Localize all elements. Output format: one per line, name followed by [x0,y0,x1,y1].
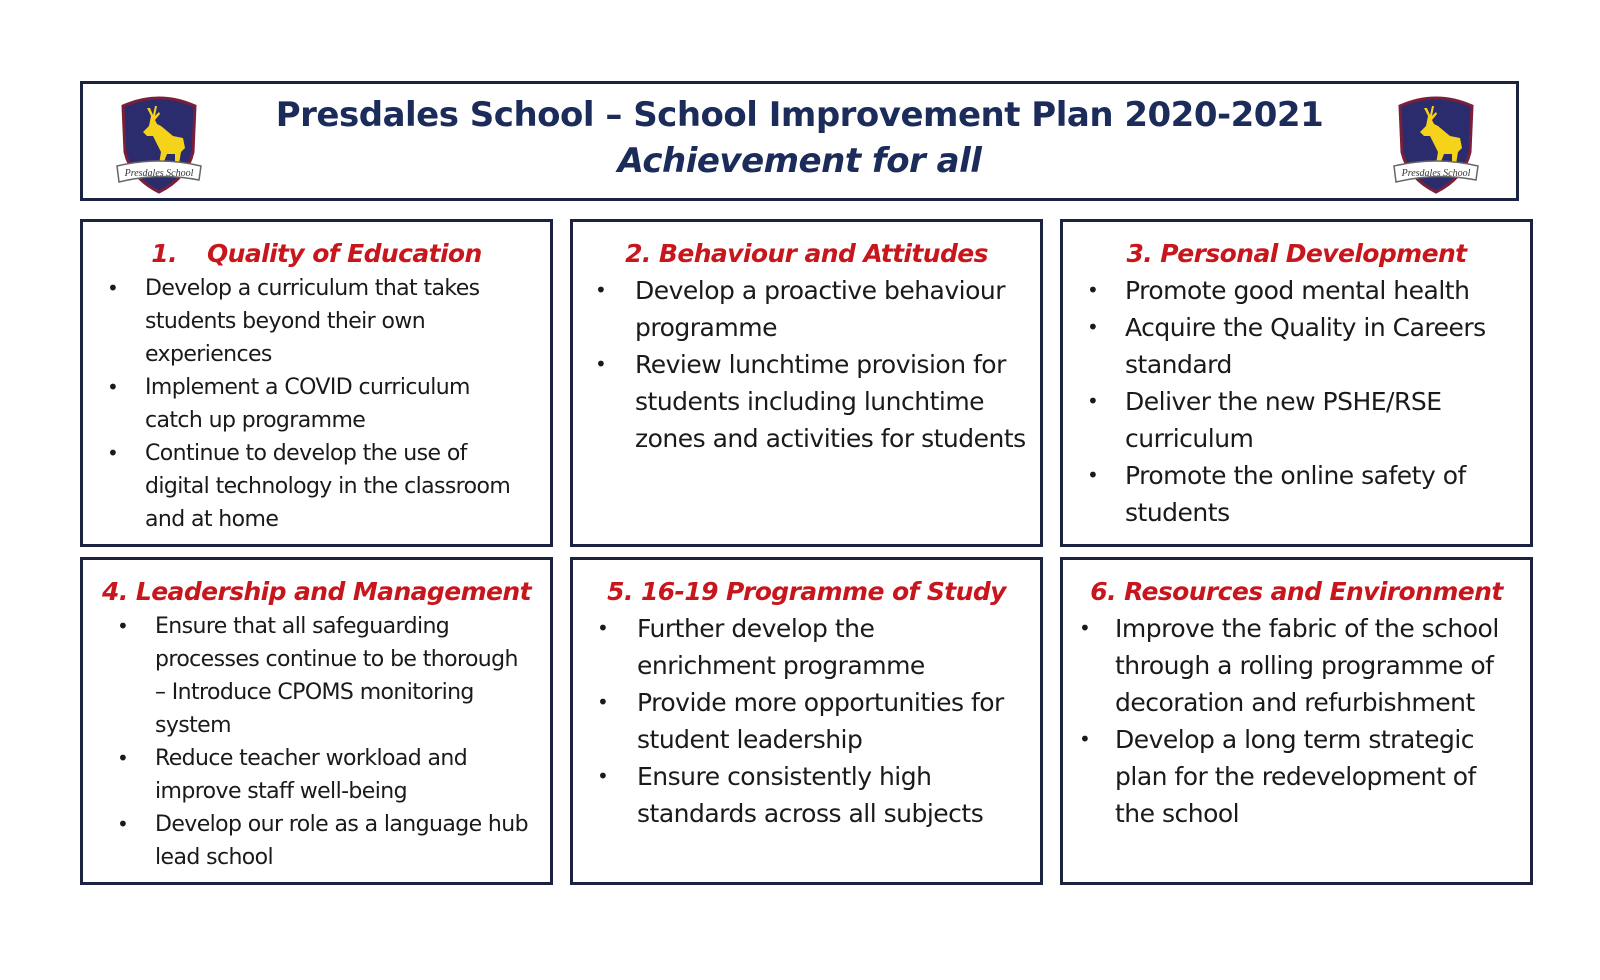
list-item: • Review lunchtime provision for students including lunchtime zones and activities for students [635,346,1026,457]
school-crest-icon [1390,92,1482,196]
crest-label: Presdales School [124,168,194,179]
bullet-icon: • [107,441,119,465]
section-title: 2. Behaviour and Attitudes [625,239,988,268]
list-item: • Improve the fabric of the school through a rolling programme of decoration and refurbishment [1115,610,1520,721]
list-item: • Deliver the new PSHE/RSE curriculum [1125,383,1522,457]
bullet-icon: • [1087,389,1099,413]
list-item: • Reduce teacher workload and improve staff well-being [155,742,530,808]
list-item: • Further develop the enrichment programme [637,610,1020,684]
section-title: 5. 16-19 Programme of Study [607,577,1006,606]
section-16-19-programme-of-study [570,557,1043,885]
list-item: • Ensure that all safeguarding processes continue to be thorough – Introduce CPOMS monitoring system [155,610,530,742]
list-item: • Develop a curriculum that takes students beyond their own experiences [145,272,530,371]
section-resources-and-environment [1060,557,1533,885]
section-behaviour-and-attitudes [570,219,1043,547]
bullet-icon: • [1079,616,1091,640]
page-title: Presdales School – School Improvement Plan 2020-2021 [275,95,1324,135]
bullet-icon: • [597,616,609,640]
list-item: • Promote good mental health [1125,272,1522,309]
section-title: 1. Quality of Education [151,239,482,268]
list-item: • Develop a proactive behaviour programme [635,272,1026,346]
bullet-icon: • [597,690,609,714]
list-item: • Ensure consistently high standards across all subjects [637,758,1020,832]
bullet-icon: • [1079,727,1091,751]
bullet-icon: • [107,375,119,399]
list-item: • Acquire the Quality in Careers standard [1125,309,1522,383]
section-title: 4. Leadership and Management [102,577,531,606]
bullet-icon: • [117,614,129,638]
bullet-list [573,610,1040,832]
crest-label: Presdales School [1401,168,1471,179]
bullet-icon: • [1087,278,1099,302]
page-subtitle: Achievement for all [617,141,982,181]
bullet-list [573,272,1040,457]
list-item: • Provide more opportunities for student leadership [637,684,1020,758]
list-item: • Promote the online safety of students [1125,457,1522,531]
bullet-icon: • [117,746,129,770]
bullet-list [1063,272,1530,531]
bullet-icon: • [595,352,607,376]
list-item: • Continue to develop the use of digital technology in the classroom and at home [145,437,530,536]
bullet-icon: • [595,278,607,302]
section-personal-development [1060,219,1533,547]
list-item: • Develop our role as a language hub lead school [155,808,530,874]
bullet-icon: • [117,812,129,836]
list-item: • Develop a long term strategic plan for the redevelopment of the school [1115,721,1520,832]
bullet-list [1063,610,1530,832]
list-item: • Implement a COVID curriculum catch up programme [145,371,530,437]
bullet-icon: • [1087,463,1099,487]
section-leadership-and-management [80,557,553,885]
section-quality-of-education [80,219,553,547]
header-banner [80,81,1519,201]
title-block [83,92,1516,184]
bullet-icon: • [597,764,609,788]
section-title: 6. Resources and Environment [1090,577,1503,606]
bullet-icon: • [1087,315,1099,339]
bullet-list [83,610,550,874]
bullet-list [83,272,550,536]
section-title: 3. Personal Development [1126,239,1467,268]
bullet-icon: • [107,276,119,300]
